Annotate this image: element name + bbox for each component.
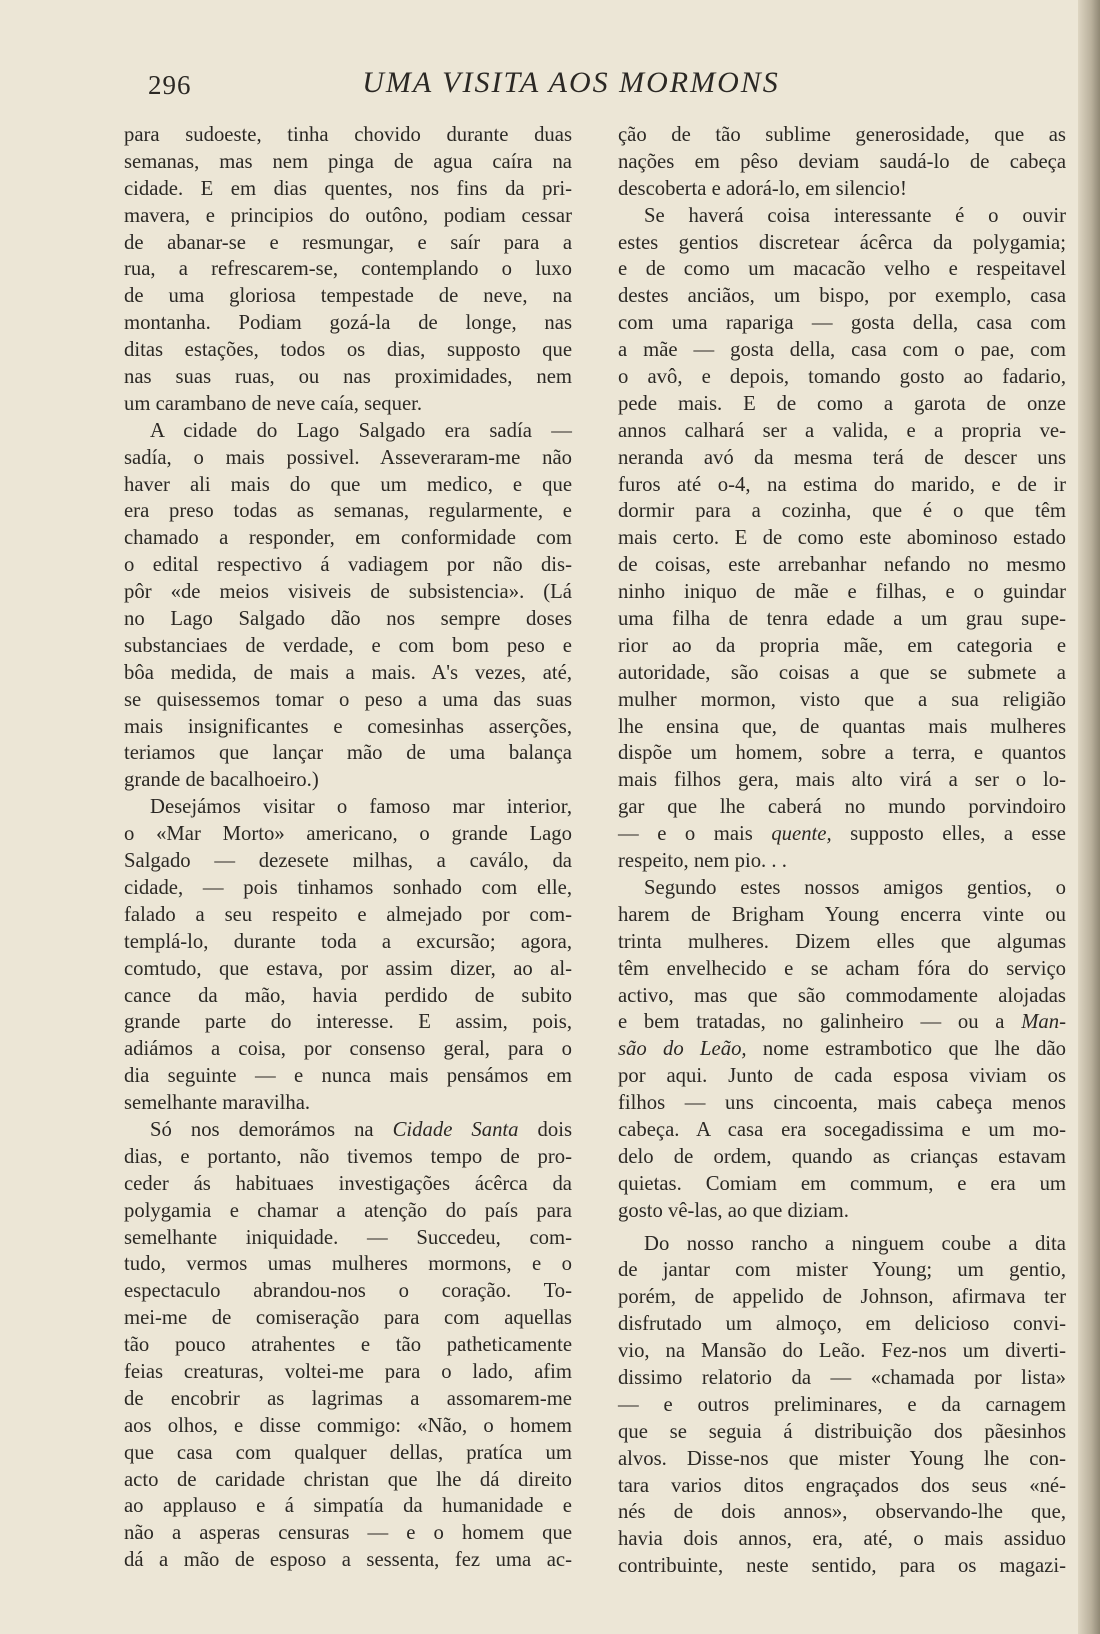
text-line [124,525,572,552]
text-line [124,1225,572,1252]
text-segment: Se haverá coisa interessante é o ouvir [644,204,1066,227]
text-segment: dispõe um homem, sobre a terra, e quantos [618,742,1066,765]
text-line [124,1359,572,1386]
text-line [124,203,572,230]
text-line [618,740,1066,767]
text-line [618,472,1066,499]
text-segment: cidade. E em dias quentes, nos fins da pri- [124,177,572,200]
text-line [124,1251,572,1278]
text-segment: Só nos demorámos na [150,1118,393,1141]
text-segment: dissimo relatorio da — «chamada por lista» [618,1366,1066,1389]
text-line [124,1467,572,1494]
text-segment: cidade, — pois tinhamos sonhado com elle, [124,876,572,899]
text-line [618,364,1066,391]
text-line [618,256,1066,283]
text-line [124,579,572,606]
text-segment: dia seguinte — e nunca mais pensámos em [124,1065,572,1088]
text-segment: grande de bacalhoeiro.) [124,769,319,792]
text-line [124,1413,572,1440]
text-line [618,391,1066,418]
text-segment: não a asperas censuras — e o homem que [124,1522,572,1545]
text-line [124,472,572,499]
text-line [618,875,1066,902]
italic-phrase: Man- [1021,1011,1066,1034]
text-line [124,1493,572,1520]
text-line [618,794,1066,821]
text-line [124,230,572,257]
text-line [618,1392,1066,1419]
text-segment: mulher mormon, visto que a sua religião [618,688,1066,711]
text-segment: semelhante iniquidade. — Succedeu, com- [124,1226,572,1249]
text-line [618,283,1066,310]
text-segment: trinta mulheres. Dizem elles que algumas [618,930,1066,953]
text-segment: Do nosso rancho a ninguem coube a dita [644,1232,1066,1255]
text-segment: uma filha de tenra edade a um grau supe- [618,608,1066,631]
text-line [618,579,1066,606]
text-segment: ninho iniquo de mãe e filhas, e o guindar [618,581,1066,604]
text-line [618,983,1066,1010]
text-segment: mei-me de comiseração para com aquellas [124,1307,572,1330]
page-header [148,66,1064,106]
text-line [124,122,572,149]
text-line [618,1063,1066,1090]
text-line [124,552,572,579]
text-segment: de abanar-se e resmungar, e saír para a [124,231,572,254]
text-line [124,418,572,445]
text-segment: harem de Brigham Young encerra vinte ou [618,903,1066,926]
text-line [618,1036,1066,1063]
text-line [124,1009,572,1036]
text-segment: polygamia e chamar a atenção do país para [124,1199,572,1222]
text-line [124,902,572,929]
text-line [618,1009,1066,1036]
text-segment: semelhante maravilha. [124,1092,311,1115]
text-line [618,310,1066,337]
text-line [618,1144,1066,1171]
text-line [618,337,1066,364]
text-segment: annos calhará ser a valida, e a propria ve- [618,419,1066,442]
text-segment: de encobrir as lagrimas a assomarem-me [124,1387,572,1410]
italic-phrase: quente, [771,823,832,846]
text-line [618,1365,1066,1392]
text-segment: gosto vê-las, ao que diziam. [618,1199,849,1222]
text-segment: delo de ordem, quando as crianças estavam [618,1145,1066,1168]
text-segment: têm envelhecido e se acham fóra do serviço [618,957,1066,980]
text-segment: mais certo. E de como este abominoso estado [618,527,1066,550]
text-line [124,740,572,767]
text-segment: montanha. Podiam gozá-la de longe, nas [124,312,572,335]
page-edge [1078,0,1100,1634]
text-segment: um carambano de neve caía, sequer. [124,392,423,415]
text-line [124,660,572,687]
text-line [618,902,1066,929]
text-line [618,1171,1066,1198]
text-segment: que casa com qualquer dellas, pratíca um [124,1441,572,1464]
text-segment: havia dois annos, era, até, o mais assiduo [618,1528,1066,1551]
text-segment: haver ali mais do que um medico, e que [124,473,572,496]
text-segment: por aqui. Junto de cada esposa viviam os [618,1065,1066,1088]
text-segment: grande parte do interesse. E assim, pois, [124,1011,572,1034]
text-line [124,1305,572,1332]
text-line [618,1473,1066,1500]
text-segment: o «Mar Morto» americano, o grande Lago [124,823,572,846]
text-line [618,1090,1066,1117]
text-line [124,498,572,525]
text-segment: sadía, o mais possivel. Asseveraram-me não [124,446,572,469]
text-segment: activo, mas que são commodamente alojadas [618,984,1066,1007]
text-segment: nas suas ruas, ou nas proximidades, nem [124,366,572,389]
text-line [618,714,1066,741]
text-segment: adiámos a coisa, por consenso geral, para o [124,1038,572,1061]
text-line [618,1311,1066,1338]
text-segment: gar que lhe caberá no mundo porvindoiro [618,796,1066,819]
text-segment: dias, e portanto, não tivemos tempo de pro- [124,1145,572,1168]
text-segment: semanas, mas nem pinga de agua caíra na [124,150,572,173]
text-line [124,794,572,821]
text-segment: alvos. Disse-nos que mister Young lhe con- [618,1447,1066,1470]
text-segment: ao applauso e á simpatía da humanidade e [124,1495,572,1518]
text-segment: nações em pêso deviam saudá-lo de cabeça [618,150,1066,173]
text-segment: A cidade do Lago Salgado era sadía — [150,419,572,442]
text-segment: para sudoeste, tinha chovido durante duas [124,124,572,146]
running-title: UMA VISITA AOS MORMONS [362,66,780,99]
text-segment: falado a seu respeito e almejado por com- [124,903,572,926]
text-line [618,1338,1066,1365]
text-segment: Desejámos visitar o famoso mar interior, [150,796,572,819]
text-line [618,956,1066,983]
text-line [124,848,572,875]
text-line [618,445,1066,472]
text-segment: neranda avó da mesma terá de descer uns [618,446,1066,469]
text-line [124,606,572,633]
text-line [618,525,1066,552]
text-line [124,767,572,794]
text-line [618,149,1066,176]
right-column [618,122,1066,1580]
text-line [124,687,572,714]
text-segment: o edital respectivo á vadiagem por não dis- [124,554,572,577]
text-segment: acto de caridade christan que lhe dá direito [124,1468,572,1491]
text-line [124,1278,572,1305]
text-segment: mais filhos gera, mais alto virá a ser o lo- [618,769,1066,792]
text-line [618,929,1066,956]
text-line [618,1553,1066,1580]
text-segment: de jantar com mister Young; um gentio, [618,1259,1066,1282]
text-segment: — e outros preliminares, e da carnagem [618,1393,1066,1416]
text-line [618,1284,1066,1311]
text-segment: tara varios ditos engraçados dos seus «né- [618,1474,1066,1497]
text-line [618,1526,1066,1553]
text-line [618,203,1066,230]
text-line [124,1036,572,1063]
text-line [124,875,572,902]
text-line [124,391,572,418]
text-segment: espectaculo abrandou-nos o coração. To- [124,1280,572,1303]
text-line [618,633,1066,660]
text-segment: quietas. Comiam em commum, e era um [618,1172,1066,1195]
text-segment: furos até o-4, na estima do marido, e de ir [618,473,1066,496]
text-line [124,1171,572,1198]
text-line [618,1257,1066,1284]
text-line [618,687,1066,714]
text-segment: estes gentios discretear ácêrca da polygamia; [618,231,1066,254]
text-segment: a mãe — gosta della, casa com o pae, com [618,339,1066,362]
text-line [618,552,1066,579]
text-line [124,956,572,983]
text-segment: destes anciãos, um bispo, por exemplo, casa [618,285,1066,308]
text-segment: vio, na Mansão do Leão. Fez-nos um diverti- [618,1340,1066,1363]
text-line [618,498,1066,525]
text-line [618,767,1066,794]
text-segment: — e o mais [618,823,772,846]
text-segment: ção de tão sublime generosidade, que as [618,124,1066,146]
text-segment: rua, a refrescarem-se, contemplando o luxo [124,258,572,281]
text-line [124,821,572,848]
text-segment: cabeça. A casa era socegadissima e um mo- [618,1118,1066,1141]
text-segment: lhe ensina que, de quantas mais mulheres [618,715,1066,738]
text-line [124,929,572,956]
text-segment: mavera, e principios do outôno, podiam cessar [124,204,572,227]
text-segment: nés de dois annos», observando-lhe que, [618,1501,1066,1524]
text-segment: bôa medida, de mais a mais. A's vezes, até, [124,661,572,684]
text-segment: dá a mão de esposo a sessenta, fez uma ac- [124,1549,572,1572]
text-line [618,1198,1066,1225]
text-segment: autoridade, são coisas a que se submete a [618,661,1066,684]
text-segment: dormir para a cozinha, que é o que têm [618,500,1066,523]
text-segment: teriamos que lançar mão de uma balança [124,742,572,765]
text-segment: templá-lo, durante toda a excursão; agora, [124,930,572,953]
text-segment: comtudo, que estava, por assim dizer, ao al- [124,957,572,980]
text-line [618,821,1066,848]
text-line [124,1520,572,1547]
text-segment: e bem tratadas, no galinheiro — ou a [618,1011,1022,1034]
italic-phrase: Cidade Santa [392,1118,519,1141]
italic-phrase: são do Leão, [618,1038,747,1061]
text-line [618,176,1066,203]
text-line [124,1090,572,1117]
text-line [124,1332,572,1359]
text-segment: pede mais. E de como a garota de onze [618,392,1066,415]
text-line [124,1144,572,1171]
text-segment: porém, de appelido de Johnson, afirmava ter [618,1286,1066,1309]
text-segment: o avô, e depois, tomando gosto ao fadario, [618,366,1066,389]
text-line [618,1117,1066,1144]
text-segment: que se seguia á distribuição dos pãesinhos [618,1420,1066,1443]
text-line [124,364,572,391]
text-line [618,1499,1066,1526]
text-line [618,660,1066,687]
text-segment: nome estrambotico que lhe dão [746,1038,1066,1061]
text-line [618,230,1066,257]
text-line [618,1419,1066,1446]
text-line [124,633,572,660]
text-line [618,606,1066,633]
text-segment: feias creaturas, voltei-me para o lado, afim [124,1360,572,1383]
text-segment: ditas estações, todos os dias, supposto que [124,339,572,362]
text-segment: aos olhos, e disse commigo: «Não, o homem [124,1414,572,1437]
text-segment: e de como um macacão velho e respeitavel [618,258,1066,281]
text-line [124,983,572,1010]
text-segment: disfrutado um almoço, em delicioso convi- [618,1313,1066,1336]
text-segment: com uma rapariga — gosta della, casa com [618,312,1066,335]
text-segment: descoberta e adorá-lo, em silencio! [618,177,907,200]
text-segment: filhos — uns cincoenta, mais cabeça menos [618,1092,1066,1115]
text-segment: se quisessemos tomar o peso a uma das suas [124,688,572,711]
text-line [124,256,572,283]
text-line [124,283,572,310]
text-segment: rior ao da propria mãe, em categoria e [618,634,1066,657]
text-line [124,445,572,472]
text-line [124,1440,572,1467]
text-segment: respeito, nem pio. . . [618,850,787,873]
text-line [124,1547,572,1574]
text-segment: no Lago Salgado dão nos sempre doses [124,608,572,631]
text-line [124,310,572,337]
text-line [618,122,1066,149]
left-column [124,122,572,1574]
text-line [124,1063,572,1090]
text-line [124,1386,572,1413]
text-segment: substanciaes de verdade, e com bom peso e [124,634,572,657]
text-line [124,1198,572,1225]
text-segment: de uma gloriosa tempestade de neve, na [124,285,572,308]
text-segment: era preso todas as semanas, regularmente, e [124,500,572,523]
text-line [124,176,572,203]
text-segment: tão pouco atrahentes e tão patheticamente [124,1334,572,1357]
page-number: 296 [148,70,192,100]
text-segment: pôr «de meios visiveis de subsistencia». (Lá [124,581,572,604]
text-line [618,1231,1066,1258]
text-segment: mais insignificantes e comesinhas asserções, [124,715,572,738]
text-line [618,418,1066,445]
text-segment: contribuinte, neste sentido, para os magazi- [618,1555,1066,1578]
text-segment: Segundo estes nossos amigos gentios, o [644,876,1066,899]
text-line [124,714,572,741]
text-line [124,337,572,364]
text-segment: supposto elles, a esse [831,823,1066,846]
text-segment: tudo, vermos umas mulheres mormons, e o [124,1253,572,1276]
text-segment: cance da mão, havia perdido de subito [124,984,572,1007]
text-segment: Salgado — dezesete milhas, a caválo, da [124,850,572,873]
text-line [618,1446,1066,1473]
text-line [618,848,1066,875]
text-line [124,1117,572,1144]
text-segment: ceder ás habituaes investigações ácêrca da [124,1172,572,1195]
text-line [124,149,572,176]
text-segment: dois [518,1118,572,1141]
text-segment: chamado a responder, em conformidade com [124,527,572,550]
text-segment: de coisas, este arrebanhar nefando no mesmo [618,554,1066,577]
